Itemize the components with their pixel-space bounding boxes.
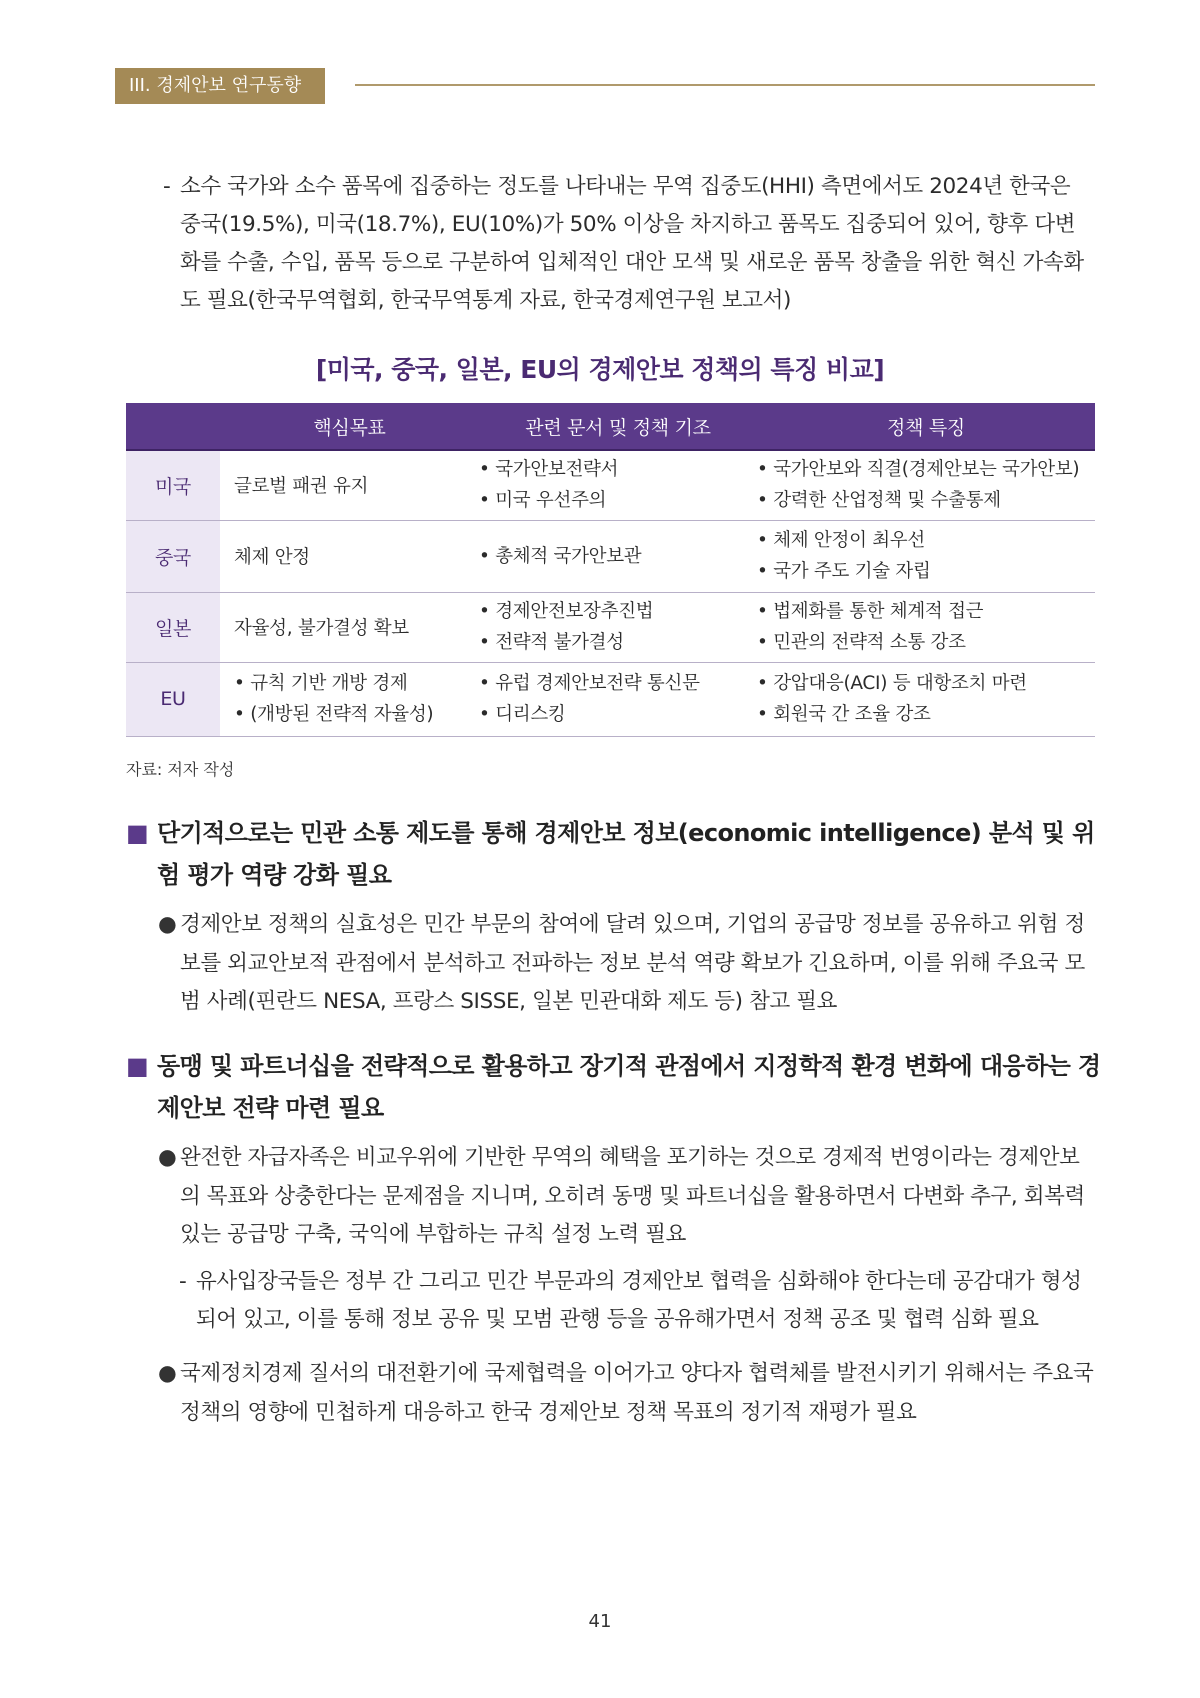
goal-line: • (개방된 전략적 자율성)	[234, 699, 479, 730]
row-features	[757, 450, 1095, 520]
doc-item: • 총체적 국가안보관	[479, 541, 757, 572]
feature-item: • 법제화를 통한 체계적 접근	[757, 596, 1095, 627]
doc-item: • 디리스킹	[479, 699, 757, 730]
comparison-table	[126, 403, 1095, 737]
doc-item: • 미국 우선주의	[479, 485, 757, 516]
square-bullet-icon: ■	[126, 819, 149, 847]
doc-item: • 경제안전보장추진법	[479, 596, 757, 627]
square-bullet-icon: ■	[126, 1052, 149, 1080]
row-country: 미국	[126, 450, 220, 520]
header-cell-goal: 핵심목표	[220, 403, 479, 450]
intro-paragraph	[163, 168, 1095, 320]
circle-bullet-icon: ●	[158, 1145, 177, 1170]
row-docs	[479, 592, 757, 662]
doc-item: • 전략적 불가결성	[479, 627, 757, 658]
table-row	[126, 662, 1095, 736]
goal-line: 글로벌 패권 유지	[234, 476, 369, 498]
circle-bullet-icon: ●	[158, 1361, 177, 1386]
table-row	[126, 450, 1095, 520]
section2-sub-item	[179, 1263, 1095, 1339]
page-number: 41	[588, 1611, 612, 1632]
feature-item: • 강력한 산업정책 및 수출통제	[757, 485, 1095, 516]
section-header-tab: III. 경제안보 연구동향	[115, 68, 325, 104]
goal-line: 체제 안정	[234, 547, 310, 568]
row-goal	[220, 450, 479, 520]
row-country: 중국	[126, 520, 220, 592]
table-header-row	[126, 403, 1095, 450]
section1-bullet	[158, 906, 1095, 1022]
row-features	[757, 662, 1095, 736]
table-source-note: 자료: 저자 작성	[126, 760, 235, 779]
doc-item: • 국가안보전략서	[479, 454, 757, 485]
circle-bullet-icon: ●	[158, 912, 177, 937]
table-row	[126, 592, 1095, 662]
header-cell-blank	[126, 403, 220, 450]
header-rule	[355, 84, 1095, 86]
section2-bullet-1	[158, 1139, 1095, 1255]
section2-heading-text: 동맹 및 파트너십을 전략적으로 활용하고 장기적 관점에서 지정학적 환경 변화에 대응하는 경제안보 전략 마련 필요	[157, 1052, 1101, 1122]
feature-item: • 민관의 전략적 소통 강조	[757, 627, 1095, 658]
section1-heading	[126, 812, 1101, 896]
row-country: EU	[126, 662, 220, 736]
feature-item: • 국가 주도 기술 자립	[757, 556, 1095, 587]
section2-bullet-2	[158, 1355, 1095, 1432]
row-goal	[220, 520, 479, 592]
goal-line: • 규칙 기반 개방 경제	[234, 668, 479, 699]
section1-heading-text: 단기적으로는 민관 소통 제도를 통해 경제안보 정보(economic intelligence) 분석 및 위험 평가 역량 강화 필요	[157, 819, 1095, 889]
intro-text: 소수 국가와 소수 품목에 집중하는 정도를 나타내는 무역 집중도(HHI) 측면에서도 2024년 한국은 중국(19.5%), 미국(18.7%), EU(10%)가 50% 이상을 차지하고 품목도 집중되어 있어, 향후 다변화를 수출, 수입, 품목 등으로 구분하여 입체적인 대안 모색 및 새로운 품목 창출을 위한 혁신 가속화도 필요(한국무역협회, 한국무역통계 자료, 한국경제연구원 보고서)	[180, 174, 1084, 313]
section1-bullet-text: 경제안보 정책의 실효성은 민간 부문의 참여에 달려 있으며, 기업의 공급망 정보를 공유하고 위험 정보를 외교안보적 관점에서 분석하고 전파하는 정보 분석 역량 확보가 긴요하며, 이를 위해 주요국 모범 사례(핀란드 NESA, 프랑스 SISSE, 일본 민관대화 제도 등) 참고 필요	[180, 912, 1085, 1014]
header-cell-features: 정책 특징	[757, 403, 1095, 450]
header-cell-docs: 관련 문서 및 정책 기조	[479, 403, 757, 450]
row-features	[757, 520, 1095, 592]
section2-sub-text: 유사입장국들은 정부 간 그리고 민간 부문과의 경제안보 협력을 심화해야 한다는데 공감대가 형성되어 있고, 이를 통해 정보 공유 및 모범 관행 등을 공유해가면서 정책 공조 및 협력 심화 필요	[196, 1269, 1082, 1332]
row-goal	[220, 662, 479, 736]
row-docs	[479, 450, 757, 520]
feature-item: • 회원국 간 조율 강조	[757, 699, 1095, 730]
row-docs	[479, 662, 757, 736]
row-docs	[479, 520, 757, 592]
table-title: [미국, 중국, 일본, EU의 경제안보 정책의 특징 비교]	[315, 355, 885, 384]
row-country: 일본	[126, 592, 220, 662]
section2-bullet1-text: 완전한 자급자족은 비교우위에 기반한 무역의 혜택을 포기하는 것으로 경제적 번영이라는 경제안보의 목표와 상충한다는 문제점을 지니며, 오히려 동맹 및 파트너십을 활용하면서 다변화 추구, 회복력 있는 공급망 구축, 국익에 부합하는 규칙 설정 노력 필요	[180, 1145, 1085, 1247]
section2-bullet2-text: 국제정치경제 질서의 대전환기에 국제협력을 이어가고 양다자 협력체를 발전시키기 위해서는 주요국 정책의 영향에 민첩하게 대응하고 한국 경제안보 정책 목표의 정기적 재평가 필요	[180, 1361, 1094, 1425]
feature-item: • 체제 안정이 최우선	[757, 525, 1095, 556]
row-goal	[220, 592, 479, 662]
row-features	[757, 592, 1095, 662]
feature-item: • 강압대응(ACI) 등 대항조치 마련	[757, 668, 1095, 699]
goal-line: 자율성, 불가결성 확보	[234, 618, 409, 639]
table-row	[126, 520, 1095, 592]
feature-item: • 국가안보와 직결(경제안보는 국가안보)	[757, 454, 1095, 485]
section2-heading	[126, 1045, 1101, 1129]
dash-marker: -	[163, 174, 171, 199]
doc-item: • 유럽 경제안보전략 통신문	[479, 668, 757, 699]
dash-marker: -	[179, 1269, 187, 1294]
